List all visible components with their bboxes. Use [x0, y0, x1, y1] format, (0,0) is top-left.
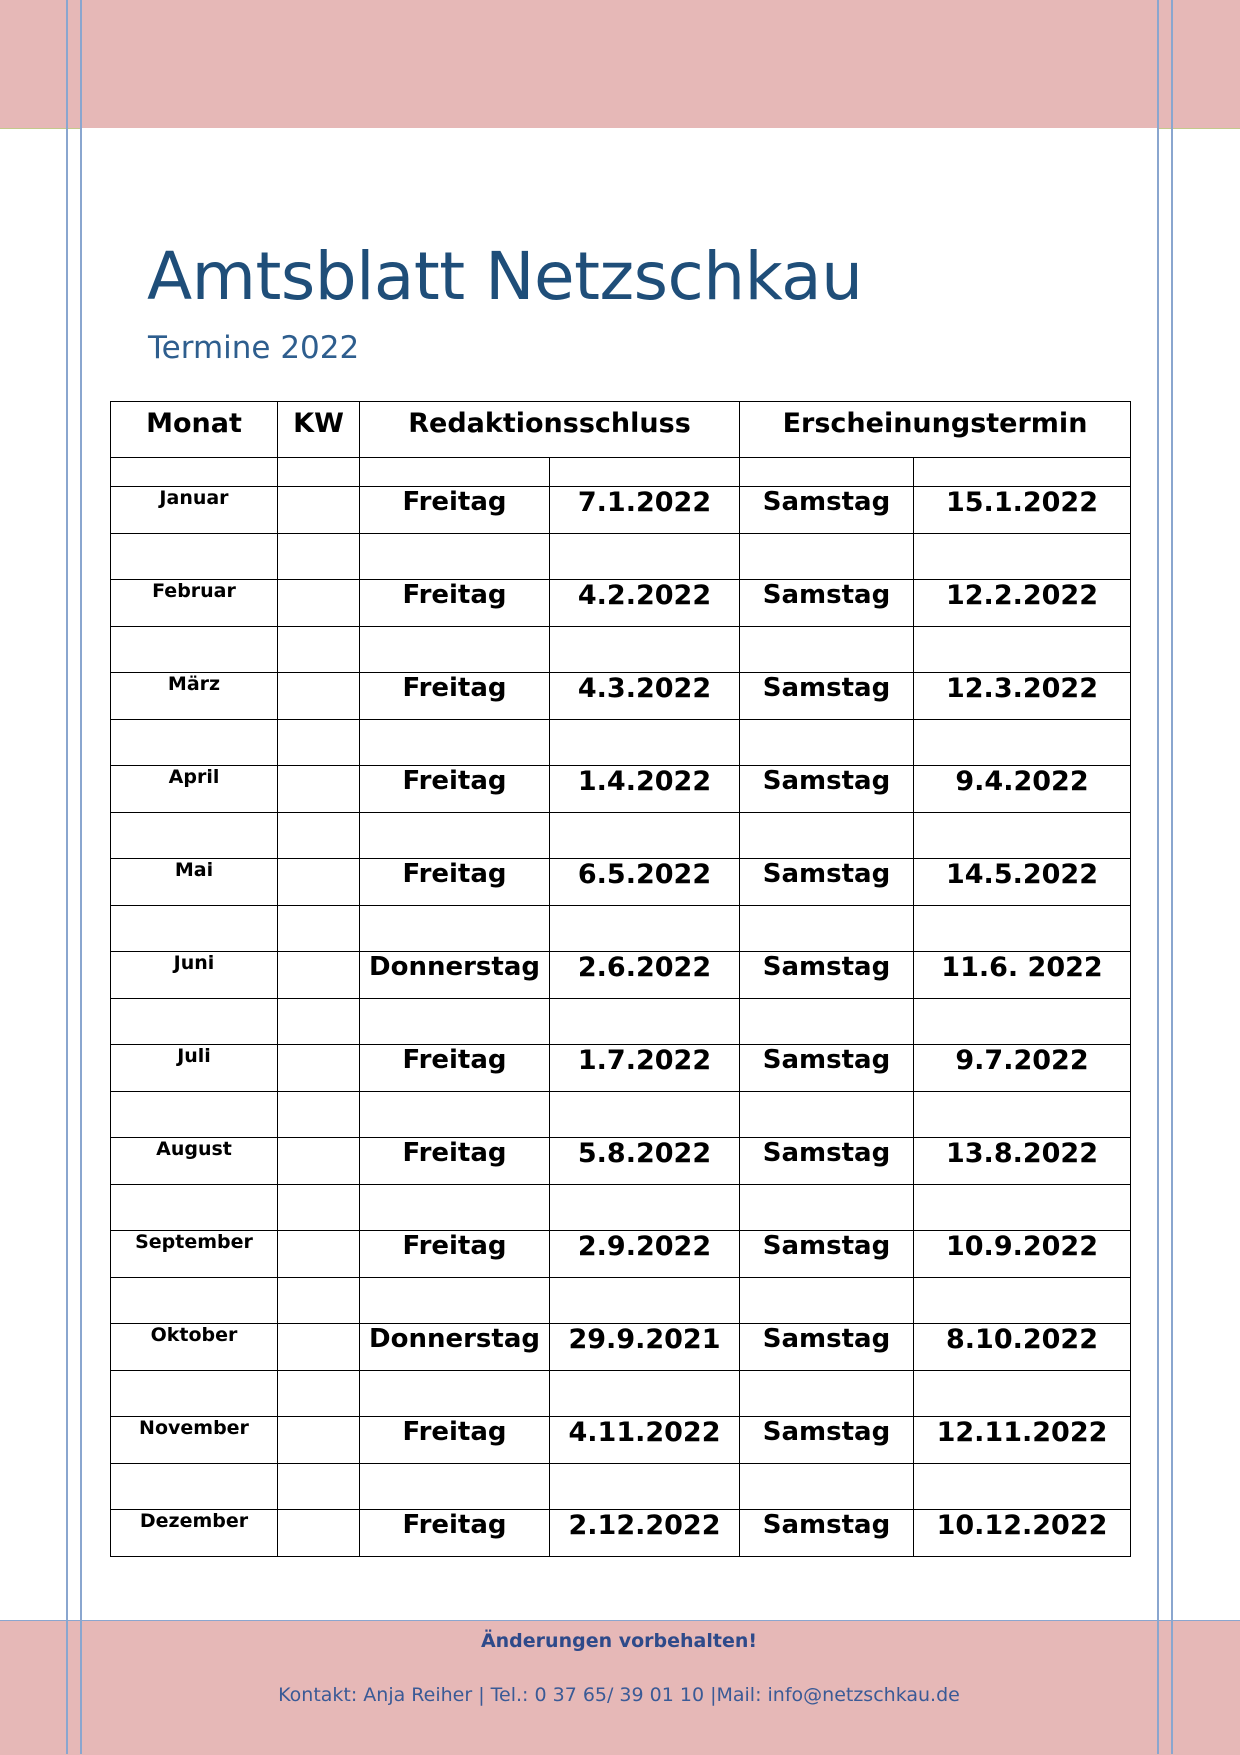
empty-cell [360, 1371, 550, 1417]
table-spacer-row [111, 1185, 1131, 1231]
kw-cell [278, 1231, 360, 1278]
table-spacer-row [111, 1464, 1131, 1510]
table-row [111, 1231, 1131, 1278]
redaktion-date-cell: 2.12.2022 [550, 1510, 740, 1557]
empty-cell [278, 1278, 360, 1324]
erscheinung-date-cell: 11.6. 2022 [914, 952, 1131, 999]
empty-cell [740, 1278, 914, 1324]
empty-cell [111, 534, 278, 580]
empty-cell [111, 458, 278, 487]
redaktion-day-cell: Freitag [360, 1510, 550, 1557]
table-row [111, 1045, 1131, 1092]
empty-cell [111, 906, 278, 952]
redaktion-date-cell: 2.9.2022 [550, 1231, 740, 1278]
kw-cell [278, 673, 360, 720]
empty-cell [360, 1092, 550, 1138]
empty-cell [550, 720, 740, 766]
table-spacer-row [111, 999, 1131, 1045]
table-row [111, 487, 1131, 534]
document-subtitle: Termine 2022 [148, 330, 360, 366]
erscheinung-day-cell: Samstag [740, 1045, 914, 1092]
empty-cell [278, 627, 360, 673]
empty-cell [550, 627, 740, 673]
table-spacer-row [111, 534, 1131, 580]
table-row [111, 859, 1131, 906]
month-cell: Januar [111, 487, 278, 534]
empty-cell [278, 1464, 360, 1510]
empty-cell [550, 534, 740, 580]
table-header-row [111, 402, 1131, 458]
table-spacer-row [111, 906, 1131, 952]
erscheinung-day-cell: Samstag [740, 1231, 914, 1278]
empty-cell [740, 999, 914, 1045]
frame-line-left-inner [80, 0, 82, 1754]
empty-cell [914, 534, 1131, 580]
empty-cell [740, 813, 914, 859]
header-erscheinungstermin: Erscheinungstermin [740, 402, 1131, 458]
empty-cell [111, 1092, 278, 1138]
empty-cell [740, 906, 914, 952]
empty-cell [740, 1185, 914, 1231]
kw-cell [278, 1417, 360, 1464]
redaktion-date-cell: 1.7.2022 [550, 1045, 740, 1092]
table-spacer-row [111, 1278, 1131, 1324]
erscheinung-date-cell: 10.12.2022 [914, 1510, 1131, 1557]
empty-cell [914, 1464, 1131, 1510]
erscheinung-day-cell: Samstag [740, 1510, 914, 1557]
empty-cell [278, 1371, 360, 1417]
kw-cell [278, 1324, 360, 1371]
empty-cell [914, 627, 1131, 673]
empty-cell [914, 906, 1131, 952]
header-redaktionsschluss: Redaktionsschluss [360, 402, 740, 458]
empty-cell [360, 906, 550, 952]
empty-cell [360, 458, 550, 487]
frame-line-right-inner [1157, 0, 1159, 1754]
empty-cell [550, 458, 740, 487]
table-spacer-row [111, 1371, 1131, 1417]
redaktion-day-cell: Freitag [360, 1417, 550, 1464]
redaktion-date-cell: 6.5.2022 [550, 859, 740, 906]
redaktion-day-cell: Freitag [360, 487, 550, 534]
table-spacer-row [111, 458, 1131, 487]
redaktion-day-cell: Freitag [360, 673, 550, 720]
empty-cell [550, 999, 740, 1045]
empty-cell [550, 1371, 740, 1417]
erscheinung-date-cell: 15.1.2022 [914, 487, 1131, 534]
table-row [111, 673, 1131, 720]
empty-cell [740, 1092, 914, 1138]
empty-cell [914, 1371, 1131, 1417]
month-cell: Februar [111, 580, 278, 627]
erscheinung-day-cell: Samstag [740, 673, 914, 720]
month-cell: Mai [111, 859, 278, 906]
month-cell: August [111, 1138, 278, 1185]
empty-cell [278, 1092, 360, 1138]
empty-cell [914, 720, 1131, 766]
empty-cell [360, 627, 550, 673]
frame-line-left-outer [66, 0, 68, 1754]
redaktion-date-cell: 2.6.2022 [550, 952, 740, 999]
empty-cell [914, 813, 1131, 859]
kw-cell [278, 952, 360, 999]
termine-table [110, 401, 1131, 1557]
redaktion-day-cell: Donnerstag [360, 1324, 550, 1371]
redaktion-date-cell: 5.8.2022 [550, 1138, 740, 1185]
footer-note: Änderungen vorbehalten! [480, 1630, 758, 1652]
erscheinung-day-cell: Samstag [740, 766, 914, 813]
empty-cell [740, 534, 914, 580]
empty-cell [278, 534, 360, 580]
erscheinung-day-cell: Samstag [740, 1324, 914, 1371]
document-title: Amtsblatt Netzschkau [147, 238, 863, 315]
redaktion-date-cell: 4.3.2022 [550, 673, 740, 720]
empty-cell [550, 1278, 740, 1324]
empty-cell [360, 999, 550, 1045]
month-cell: Juli [111, 1045, 278, 1092]
redaktion-day-cell: Freitag [360, 1045, 550, 1092]
empty-cell [550, 1092, 740, 1138]
erscheinung-date-cell: 12.2.2022 [914, 580, 1131, 627]
kw-cell [278, 580, 360, 627]
table-row [111, 1324, 1131, 1371]
empty-cell [550, 906, 740, 952]
redaktion-day-cell: Freitag [360, 580, 550, 627]
empty-cell [111, 627, 278, 673]
footer-contact: Kontakt: Anja Reiher | Tel.: 0 37 65/ 39 01 10 |Mail: info@netzschkau.de [278, 1684, 960, 1706]
empty-cell [111, 1278, 278, 1324]
table-row [111, 580, 1131, 627]
month-cell: November [111, 1417, 278, 1464]
erscheinung-date-cell: 9.4.2022 [914, 766, 1131, 813]
kw-cell [278, 1510, 360, 1557]
month-cell: Dezember [111, 1510, 278, 1557]
erscheinung-date-cell: 14.5.2022 [914, 859, 1131, 906]
table-row [111, 1417, 1131, 1464]
header-kw: KW [278, 402, 360, 458]
erscheinung-day-cell: Samstag [740, 580, 914, 627]
erscheinung-date-cell: 13.8.2022 [914, 1138, 1131, 1185]
empty-cell [360, 813, 550, 859]
erscheinung-day-cell: Samstag [740, 859, 914, 906]
redaktion-date-cell: 7.1.2022 [550, 487, 740, 534]
table-spacer-row [111, 720, 1131, 766]
header-monat: Monat [111, 402, 278, 458]
table-spacer-row [111, 627, 1131, 673]
month-cell: Juni [111, 952, 278, 999]
kw-cell [278, 859, 360, 906]
redaktion-day-cell: Donnerstag [360, 952, 550, 999]
empty-cell [914, 999, 1131, 1045]
erscheinung-date-cell: 8.10.2022 [914, 1324, 1131, 1371]
redaktion-day-cell: Freitag [360, 1231, 550, 1278]
erscheinung-date-cell: 12.11.2022 [914, 1417, 1131, 1464]
empty-cell [111, 813, 278, 859]
erscheinung-day-cell: Samstag [740, 1138, 914, 1185]
empty-cell [278, 1185, 360, 1231]
kw-cell [278, 766, 360, 813]
redaktion-date-cell: 1.4.2022 [550, 766, 740, 813]
empty-cell [278, 813, 360, 859]
redaktion-date-cell: 29.9.2021 [550, 1324, 740, 1371]
empty-cell [111, 999, 278, 1045]
month-cell: September [111, 1231, 278, 1278]
empty-cell [111, 1371, 278, 1417]
empty-cell [278, 458, 360, 487]
kw-cell [278, 487, 360, 534]
erscheinung-day-cell: Samstag [740, 952, 914, 999]
empty-cell [550, 1464, 740, 1510]
empty-cell [550, 1185, 740, 1231]
table-row [111, 1138, 1131, 1185]
frame-line-right-outer [1171, 0, 1173, 1754]
redaktion-date-cell: 4.11.2022 [550, 1417, 740, 1464]
month-cell: März [111, 673, 278, 720]
empty-cell [360, 534, 550, 580]
empty-cell [740, 1464, 914, 1510]
erscheinung-date-cell: 10.9.2022 [914, 1231, 1131, 1278]
empty-cell [278, 720, 360, 766]
empty-cell [914, 1185, 1131, 1231]
table-row [111, 1510, 1131, 1557]
empty-cell [278, 906, 360, 952]
empty-cell [360, 1185, 550, 1231]
empty-cell [550, 813, 740, 859]
empty-cell [740, 720, 914, 766]
empty-cell [111, 1464, 278, 1510]
empty-cell [740, 627, 914, 673]
empty-cell [111, 1185, 278, 1231]
table-row [111, 952, 1131, 999]
empty-cell [740, 458, 914, 487]
empty-cell [360, 1464, 550, 1510]
empty-cell [914, 1092, 1131, 1138]
table-body [111, 458, 1131, 1557]
table-row [111, 766, 1131, 813]
empty-cell [111, 720, 278, 766]
empty-cell [278, 999, 360, 1045]
redaktion-day-cell: Freitag [360, 859, 550, 906]
kw-cell [278, 1045, 360, 1092]
redaktion-day-cell: Freitag [360, 766, 550, 813]
erscheinung-day-cell: Samstag [740, 487, 914, 534]
empty-cell [914, 1278, 1131, 1324]
table-spacer-row [111, 813, 1131, 859]
month-cell: April [111, 766, 278, 813]
redaktion-date-cell: 4.2.2022 [550, 580, 740, 627]
erscheinung-date-cell: 9.7.2022 [914, 1045, 1131, 1092]
empty-cell [360, 1278, 550, 1324]
header-band [0, 0, 1240, 129]
month-cell: Oktober [111, 1324, 278, 1371]
erscheinung-day-cell: Samstag [740, 1417, 914, 1464]
empty-cell [740, 1371, 914, 1417]
redaktion-day-cell: Freitag [360, 1138, 550, 1185]
kw-cell [278, 1138, 360, 1185]
erscheinung-date-cell: 12.3.2022 [914, 673, 1131, 720]
empty-cell [360, 720, 550, 766]
table-spacer-row [111, 1092, 1131, 1138]
empty-cell [914, 458, 1131, 487]
